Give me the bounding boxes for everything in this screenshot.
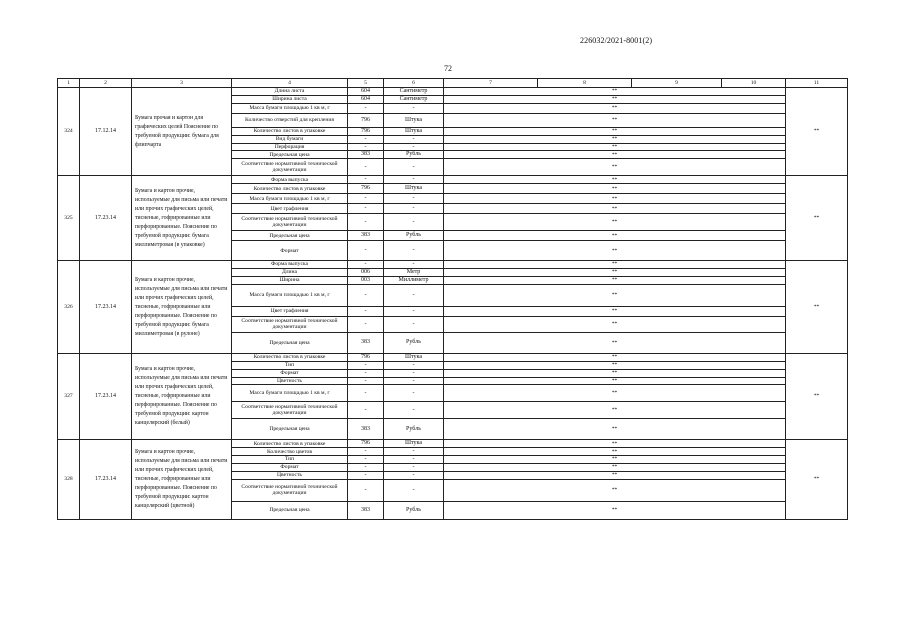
value-cell: **	[444, 353, 786, 361]
unit-name: -	[384, 194, 444, 204]
unit-name: Рубль	[384, 501, 444, 519]
characteristic-name: Количество отверстий для крепления	[232, 113, 348, 127]
characteristic-name: Ширина	[232, 277, 348, 285]
unit-name: Рубль	[384, 231, 444, 241]
unit-name: -	[384, 456, 444, 464]
unit-name: -	[384, 361, 444, 369]
characteristic-name: Предельная цена	[232, 419, 348, 440]
okei-code: -	[348, 159, 384, 176]
unit-name: Сантиметр	[384, 88, 444, 96]
okei-code: -	[348, 143, 384, 151]
document-number: 226032/2021-8001(2)	[580, 36, 653, 45]
row-number: 324	[58, 88, 80, 176]
characteristic-name: Масса бумаги площадью 1 кв м, г	[232, 103, 348, 113]
value-cell: **	[444, 456, 786, 464]
unit-name: -	[384, 261, 444, 269]
okei-code: -	[348, 377, 384, 385]
characteristic-name: Количество цветов	[232, 448, 348, 456]
value-cell: **	[444, 214, 786, 231]
okei-code: 604	[348, 95, 384, 103]
okei-code: -	[348, 402, 384, 419]
characteristic-name: Формат	[232, 369, 348, 377]
okei-code: -	[348, 472, 384, 480]
unit-name: Штука	[384, 440, 444, 448]
characteristic-name: Цвет графления	[232, 306, 348, 316]
col-header-1: 1	[58, 79, 80, 88]
value-cell: **	[444, 135, 786, 143]
okei-code: 383	[348, 231, 384, 241]
row-number: 327	[58, 353, 80, 440]
value-cell: **	[444, 361, 786, 369]
okei-code: 383	[348, 332, 384, 353]
okei-code: -	[348, 176, 384, 184]
page-number: 72	[444, 64, 452, 73]
table-body	[58, 88, 848, 520]
value-cell: **	[444, 127, 786, 135]
value-cell: **	[444, 284, 786, 306]
value-cell: **	[444, 151, 786, 159]
characteristic-name: Предельная цена	[232, 501, 348, 519]
characteristic-name: Количество листов в упаковке	[232, 440, 348, 448]
col-header-10: 10	[722, 79, 786, 88]
row-number: 326	[58, 261, 80, 354]
okpd-code: 17.12.14	[80, 88, 132, 176]
value-cell: **	[444, 194, 786, 204]
unit-name: -	[384, 402, 444, 419]
table-row	[58, 88, 848, 96]
note-cell: **	[786, 176, 848, 261]
value-cell: **	[444, 402, 786, 419]
characteristic-name: Предельная цена	[232, 151, 348, 159]
okei-code: -	[348, 261, 384, 269]
note-cell: **	[786, 353, 848, 440]
table-row	[58, 261, 848, 269]
note-cell: **	[786, 261, 848, 354]
row-number: 328	[58, 440, 80, 519]
okei-code: -	[348, 361, 384, 369]
okei-code: 796	[348, 184, 384, 194]
okei-code: -	[348, 448, 384, 456]
okei-code: 383	[348, 501, 384, 519]
col-header-11: 11	[786, 79, 848, 88]
value-cell: **	[444, 479, 786, 501]
characteristic-name: Форма выпуска	[232, 176, 348, 184]
value-cell: **	[444, 113, 786, 127]
unit-name: -	[384, 143, 444, 151]
okei-code: -	[348, 214, 384, 231]
unit-name: Рубль	[384, 151, 444, 159]
characteristic-name: Формат	[232, 241, 348, 261]
col-header-5: 5	[348, 79, 384, 88]
unit-name: -	[384, 103, 444, 113]
okei-code: 796	[348, 440, 384, 448]
okei-code: -	[348, 241, 384, 261]
okei-code: 006	[348, 269, 384, 277]
unit-name: Сантиметр	[384, 95, 444, 103]
okei-code: -	[348, 204, 384, 214]
value-cell: **	[444, 440, 786, 448]
characteristic-name: Масса бумаги площадью 1 кв м, г	[232, 385, 348, 402]
characteristic-name: Формат	[232, 464, 348, 472]
unit-name: -	[384, 135, 444, 143]
okei-code: -	[348, 306, 384, 316]
requirements-table	[57, 78, 848, 520]
unit-name: -	[384, 472, 444, 480]
col-header-2: 2	[80, 79, 132, 88]
unit-name: Штука	[384, 353, 444, 361]
row-number: 325	[58, 176, 80, 261]
value-cell: **	[444, 103, 786, 113]
okei-code: 383	[348, 151, 384, 159]
value-cell: **	[444, 277, 786, 285]
value-cell: **	[444, 332, 786, 353]
characteristic-name: Цветность	[232, 377, 348, 385]
characteristic-name: Длина	[232, 269, 348, 277]
characteristic-name: Количество листов в упаковке	[232, 184, 348, 194]
table-row	[58, 440, 848, 448]
characteristic-name: Соответствие нормативной технической документации	[232, 214, 348, 231]
okei-code: -	[348, 135, 384, 143]
unit-name: -	[384, 377, 444, 385]
product-name: Бумага и картон прочие, используемые для письма или печати или прочих графических целей, тисненые, гофрированные или перфорированные. Пояснение по требуемой продукции: картон канцелярский (белый)	[132, 353, 232, 440]
col-header-8: 8	[538, 79, 632, 88]
col-header-6: 6	[384, 79, 444, 88]
value-cell: **	[444, 231, 786, 241]
okei-code: -	[348, 369, 384, 377]
characteristic-name: Соответствие нормативной технической документации	[232, 159, 348, 176]
unit-name: -	[384, 214, 444, 231]
unit-name: -	[384, 464, 444, 472]
characteristic-name: Цветность	[232, 472, 348, 480]
value-cell: **	[444, 419, 786, 440]
product-name: Бумага и картон прочие, используемые для письма или печати или прочих графических целей, тисненые, гофрированные или перфорированные. Пояснение по требуемой продукции: картон канцелярский (цветной)	[132, 440, 232, 519]
col-header-9: 9	[632, 79, 722, 88]
table-row	[58, 353, 848, 361]
characteristic-name: Вид бумаги	[232, 135, 348, 143]
okei-code: 796	[348, 353, 384, 361]
value-cell: **	[444, 501, 786, 519]
value-cell: **	[444, 472, 786, 480]
okei-code: -	[348, 103, 384, 113]
value-cell: **	[444, 377, 786, 385]
product-name: Бумага и картон прочие, используемые для письма или печати или прочих графических целей, тисненые, гофрированные или перфорированные. Пояснение по требуемой продукции: бумага миллиметровая (в упаковке)	[132, 176, 232, 261]
okei-code: 003	[348, 277, 384, 285]
value-cell: **	[444, 385, 786, 402]
okpd-code: 17.23.14	[80, 353, 132, 440]
value-cell: **	[444, 184, 786, 194]
unit-name: -	[384, 385, 444, 402]
okei-code: 796	[348, 113, 384, 127]
okei-code: -	[348, 456, 384, 464]
characteristic-name: Количество листов в упаковке	[232, 127, 348, 135]
okei-code: 383	[348, 419, 384, 440]
unit-name: Штука	[384, 113, 444, 127]
note-cell: **	[786, 440, 848, 519]
okei-code: -	[348, 464, 384, 472]
unit-name: -	[384, 479, 444, 501]
table-row	[58, 176, 848, 184]
characteristic-name: Масса бумаги площадью 1 кв м, г	[232, 284, 348, 306]
unit-name: Штука	[384, 127, 444, 135]
value-cell: **	[444, 448, 786, 456]
okpd-code: 17.23.14	[80, 176, 132, 261]
product-name: Бумага и картон прочие, используемые для письма или печати или прочих графических целей, тисненые, гофрированные или перфорированные. Пояснение по требуемой продукции: бумага миллиметровая (в рулоне)	[132, 261, 232, 354]
value-cell: **	[444, 306, 786, 316]
characteristic-name: Соответствие нормативной технической документации	[232, 402, 348, 419]
value-cell: **	[444, 159, 786, 176]
unit-name: -	[384, 176, 444, 184]
characteristic-name: Перфорация	[232, 143, 348, 151]
value-cell: **	[444, 88, 786, 96]
value-cell: **	[444, 95, 786, 103]
okei-code: 796	[348, 127, 384, 135]
characteristic-name: Длина листа	[232, 88, 348, 96]
okpd-code: 17.23.14	[80, 440, 132, 519]
unit-name: -	[384, 369, 444, 377]
okei-code: -	[348, 316, 384, 332]
unit-name: -	[384, 159, 444, 176]
note-cell: **	[786, 88, 848, 176]
col-header-3: 3	[132, 79, 232, 88]
unit-name: -	[384, 448, 444, 456]
characteristic-name: Тип	[232, 361, 348, 369]
characteristic-name: Форма выпуска	[232, 261, 348, 269]
okei-code: -	[348, 385, 384, 402]
value-cell: **	[444, 464, 786, 472]
unit-name: -	[384, 241, 444, 261]
characteristic-name: Цвет графления	[232, 204, 348, 214]
okei-code: 604	[348, 88, 384, 96]
value-cell: **	[444, 369, 786, 377]
unit-name: Штука	[384, 184, 444, 194]
unit-name: -	[384, 316, 444, 332]
characteristic-name: Количество листов в упаковке	[232, 353, 348, 361]
unit-name: Рубль	[384, 332, 444, 353]
value-cell: **	[444, 316, 786, 332]
okei-code: -	[348, 284, 384, 306]
unit-name: -	[384, 284, 444, 306]
unit-name: Миллиметр	[384, 277, 444, 285]
characteristic-name: Предельная цена	[232, 231, 348, 241]
value-cell: **	[444, 204, 786, 214]
product-name: Бумага прочая и картон для графических целей Пояснение по требуемой продукции: бумага для флипчарта	[132, 88, 232, 176]
unit-name: -	[384, 306, 444, 316]
header-row	[58, 79, 848, 88]
characteristic-name: Соответствие нормативной технической документации	[232, 316, 348, 332]
characteristic-name: Соответствие нормативной технической документации	[232, 479, 348, 501]
col-header-7: 7	[444, 79, 538, 88]
value-cell: **	[444, 269, 786, 277]
col-header-4: 4	[232, 79, 348, 88]
value-cell: **	[444, 261, 786, 269]
okei-code: -	[348, 194, 384, 204]
okei-code: -	[348, 479, 384, 501]
characteristic-name: Тип	[232, 456, 348, 464]
characteristic-name: Ширина листа	[232, 95, 348, 103]
characteristic-name: Предельная цена	[232, 332, 348, 353]
unit-name: Метр	[384, 269, 444, 277]
unit-name: Рубль	[384, 419, 444, 440]
unit-name: -	[384, 204, 444, 214]
characteristic-name: Масса бумаги площадью 1 кв м, г	[232, 194, 348, 204]
value-cell: **	[444, 241, 786, 261]
value-cell: **	[444, 143, 786, 151]
value-cell: **	[444, 176, 786, 184]
okpd-code: 17.23.14	[80, 261, 132, 354]
